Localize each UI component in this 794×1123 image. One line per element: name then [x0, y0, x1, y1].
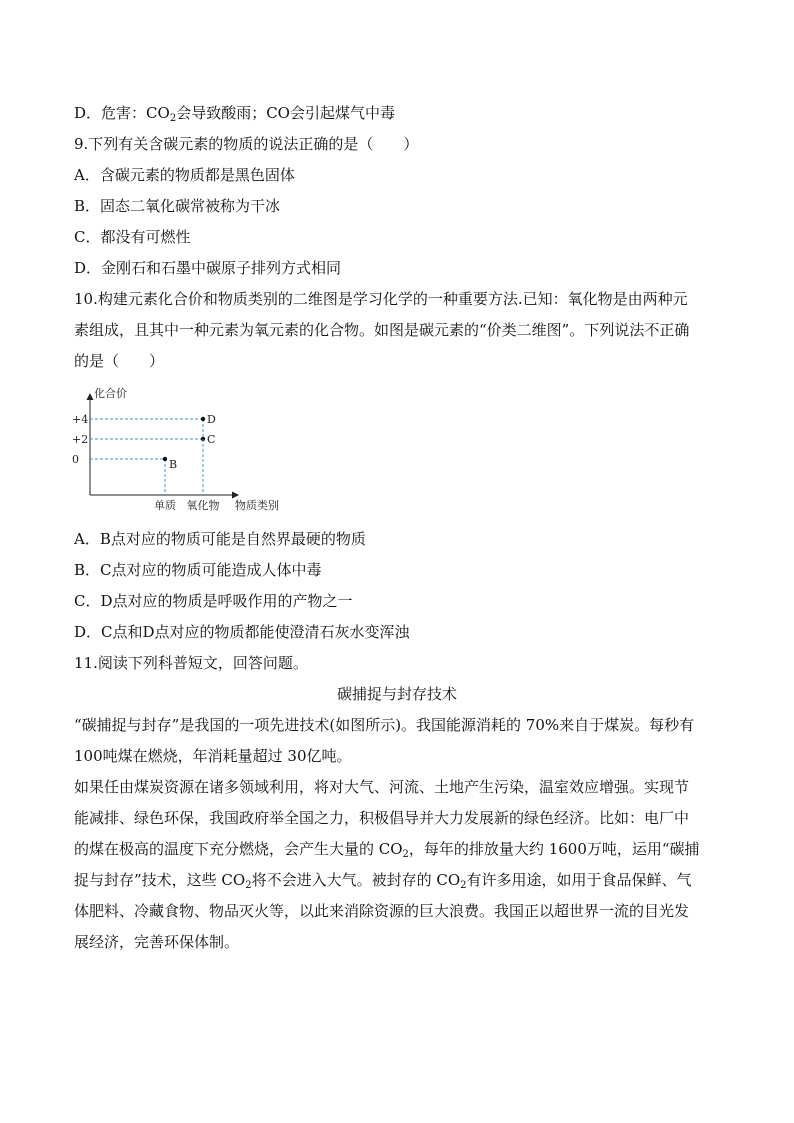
q9-stem: 9.下列有关含碳元素的物质的说法正确的是（ ） [74, 135, 419, 153]
article-para2-line1: 如果任由煤炭资源在诸多领域利用，将对大气、河流、土地产生污染，温室效应增强。实现节 [74, 778, 690, 796]
text-span: 捉与封存”技术，这些 CO [74, 871, 246, 889]
q10-option-b: B．C点对应的物质可能造成人体中毒 [74, 561, 322, 579]
x-tick-label: 单质 [154, 499, 176, 512]
y-tick-label: +2 [72, 433, 89, 446]
article-para2-line5: 体肥料、冷藏食物、物品灭火等，以此来消除资源的巨大浪费。我国正以超世界一流的目光发 [74, 902, 690, 920]
text-span: 的煤在极高的温度下充分燃烧，会产生大量的 CO [74, 840, 403, 858]
y-axis-label: 化合价 [94, 387, 127, 400]
q10-option-a: A．B点对应的物质可能是自然界最硬的物质 [74, 530, 366, 548]
q11-stem: 11.阅读下列科普短文，回答问题。 [74, 654, 308, 672]
article-para2-line2: 能减排、绿色环保，我国政府举全国之力，积极倡导并大力发展新的绿色经济。比如：电厂中 [74, 809, 690, 827]
article-title: 碳捕捉与封存技术 [336, 685, 457, 703]
text-span: ，每年的排放量大约 1600万吨，运用“碳捕 [408, 840, 700, 858]
point-label-d: D [207, 413, 216, 426]
q8-option-d-text-2: 会导致酸雨；CO会引起煤气中毒 [176, 104, 395, 122]
q9-option-b: B．固态二氧化碳常被称为干冰 [74, 197, 281, 215]
q9-option-a: A．含碳元素的物质都是黑色固体 [74, 166, 295, 184]
q8-option-d-text: D．危害：CO [74, 104, 170, 122]
text-span: 有许多用途，如用于食品保鲜、气 [466, 871, 692, 889]
valence-category-chart [70, 382, 300, 514]
text-span: 将不会进入大气。被封存的 CO [251, 871, 461, 889]
subscript: 2 [169, 113, 177, 124]
q10-stem-line1: 10.构建元素化合价和物质类别的二维图是学习化学的一种重要方法.已知：氧化物是由两种元 [74, 290, 688, 308]
article-para2-line4 [74, 870, 692, 890]
y-tick-label: +4 [72, 413, 89, 426]
data-point-b [163, 457, 167, 461]
x-axis-label: 物质类别 [235, 499, 279, 512]
article-para2-line3 [74, 839, 700, 859]
article-para2-line6: 展经济，完善环保体制。 [74, 933, 240, 951]
point-label-c: C [207, 433, 216, 446]
data-point-d [201, 417, 205, 421]
subscript: 2 [402, 849, 409, 860]
point-label-b: B [169, 458, 178, 471]
article-para1-line1: “碳捕捉与封存”是我国的一项先进技术(如图所示)。我国能源消耗的 70%来自于煤炭。每秒有 [74, 716, 695, 734]
y-tick-label: 0 [72, 453, 79, 466]
q10-option-c: C．D点对应的物质是呼吸作用的产物之一 [74, 592, 353, 610]
q8-option-d [74, 103, 395, 123]
q9-option-d: D．金刚石和石墨中碳原子排列方式相同 [74, 259, 342, 277]
q10-stem-line3: 的是（ ） [74, 352, 165, 370]
subscript: 2 [245, 880, 252, 891]
q10-stem-line2: 素组成，且其中一种元素为氧元素的化合物。如图是碳元素的“价类二维图”。下列说法不正确 [74, 321, 690, 339]
subscript: 2 [460, 880, 467, 891]
article-para1-line2: 100吨煤在燃烧，年消耗量超过 30亿吨。 [74, 747, 352, 765]
q10-option-d: D．C点和D点对应的物质都能使澄清石灰水变浑浊 [74, 623, 410, 641]
q9-option-c: C．都没有可燃性 [74, 228, 191, 246]
x-tick-label: 氧化物 [186, 499, 220, 512]
